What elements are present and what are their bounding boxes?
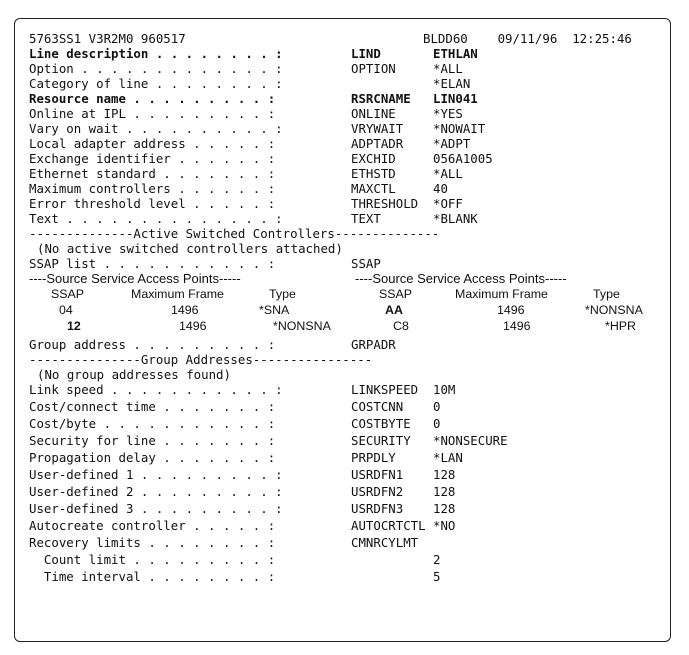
param-value: 056A1005 <box>433 151 493 166</box>
param-label: Category of line . . . . . . . . : <box>29 76 283 91</box>
param-keyword: ONLINE <box>351 106 396 121</box>
param-label: Option . . . . . . . . . . . . . : <box>29 61 283 76</box>
param-label: User-defined 1 . . . . . . . . . : <box>29 467 283 482</box>
ssap-left-title: ----Source Service Access Points----- <box>29 271 241 286</box>
param-label: Resource name . . . . . . . . . : <box>29 91 276 106</box>
ssap-cell: 1496 <box>171 303 199 317</box>
ssap-cell: *SNA <box>259 303 290 317</box>
param-keyword: CMNRCYLMT <box>351 535 419 550</box>
param-keyword: LINKSPEED <box>351 382 419 397</box>
section-divider: --------------Active Switched Controllers-------------- <box>29 226 440 241</box>
param-keyword: GRPADR <box>351 337 396 352</box>
param-keyword: ADPTADR <box>351 136 404 151</box>
ssap-cell: 1496 <box>503 319 531 333</box>
param-value: *NOWAIT <box>433 121 486 136</box>
param-value: 128 <box>433 484 456 499</box>
ssap-col-header: Maximum Frame <box>131 287 224 301</box>
param-label: Count limit . . . . . . . . . : <box>29 552 276 567</box>
report-header-left: 5763SS1 V3R2M0 960517 <box>29 31 186 46</box>
param-value: *LAN <box>433 450 463 465</box>
param-label: Vary on wait . . . . . . . . . . : <box>29 121 283 136</box>
param-label: Cost/byte . . . . . . . . . . . : <box>29 416 276 431</box>
ssap-col-header: SSAP <box>51 287 85 301</box>
param-label: Line description . . . . . . . . : <box>29 46 283 61</box>
param-value: *NONSECURE <box>433 433 508 448</box>
param-value: 128 <box>433 467 456 482</box>
param-keyword: USRDFN3 <box>351 501 404 516</box>
param-keyword: USRDFN2 <box>351 484 404 499</box>
ssap-cell: *NONSNA <box>273 319 331 333</box>
param-keyword: OPTION <box>351 61 396 76</box>
ssap-cell: 12 <box>67 319 81 333</box>
ssap-col-header: Maximum Frame <box>455 287 548 301</box>
ssap-cell: C8 <box>393 319 409 333</box>
param-value: ETHLAN <box>433 46 478 61</box>
param-value: *OFF <box>433 196 463 211</box>
ssap-cell: *NONSNA <box>585 303 643 317</box>
param-label: User-defined 2 . . . . . . . . . : <box>29 484 283 499</box>
ssap-col-header: Type <box>593 287 620 301</box>
param-label: User-defined 3 . . . . . . . . . : <box>29 501 283 516</box>
param-label: Autocreate controller . . . . . : <box>29 518 276 533</box>
ssap-col-header: Type <box>269 287 296 301</box>
ssap-cell: *HPR <box>605 319 636 333</box>
section-message: (No active switched controllers attached) <box>37 241 343 256</box>
param-value: LIN041 <box>433 91 478 106</box>
param-keyword: COSTBYTE <box>351 416 411 431</box>
report-frame <box>14 18 671 642</box>
param-value: *ALL <box>433 61 463 76</box>
param-value: 10M <box>433 382 456 397</box>
param-keyword: MAXCTL <box>351 181 396 196</box>
param-value: *NO <box>433 518 456 533</box>
param-keyword: ETHSTD <box>351 166 396 181</box>
param-keyword: SECURITY <box>351 433 411 448</box>
param-value: *YES <box>433 106 463 121</box>
param-keyword: COSTCNN <box>351 399 404 414</box>
param-label: Time interval . . . . . . . . : <box>29 569 276 584</box>
param-keyword: USRDFN1 <box>351 467 404 482</box>
ssap-cell: 1496 <box>179 319 207 333</box>
section-divider: ---------------Group Addresses---------------- <box>29 352 373 367</box>
param-label: Maximum controllers . . . . . . : <box>29 181 276 196</box>
param-value: *ALL <box>433 166 463 181</box>
param-value: 2 <box>433 552 441 567</box>
param-keyword: EXCHID <box>351 151 396 166</box>
ssap-cell: 1496 <box>497 303 525 317</box>
ssap-cell: 04 <box>59 303 73 317</box>
param-label: Propagation delay . . . . . . . : <box>29 450 276 465</box>
param-keyword: LIND <box>351 46 381 61</box>
param-label: Group address . . . . . . . . . : <box>29 337 276 352</box>
param-label: Online at IPL . . . . . . . . . : <box>29 106 276 121</box>
param-keyword: AUTOCRTCTL <box>351 518 426 533</box>
ssap-col-header: SSAP <box>379 287 413 301</box>
param-keyword: THRESHOLD <box>351 196 419 211</box>
param-value: *ADPT <box>433 136 471 151</box>
param-value: 40 <box>433 181 448 196</box>
param-keyword: VRYWAIT <box>351 121 404 136</box>
section-message: (No group addresses found) <box>37 367 231 382</box>
param-label: Link speed . . . . . . . . . . . : <box>29 382 283 397</box>
param-label: Security for line . . . . . . . : <box>29 433 276 448</box>
param-label: Ethernet standard . . . . . . . : <box>29 166 276 181</box>
param-label: Cost/connect time . . . . . . . : <box>29 399 276 414</box>
param-label: Exchange identifier . . . . . . : <box>29 151 276 166</box>
ssap-cell: AA <box>385 303 403 317</box>
param-label: SSAP list . . . . . . . . . . . : <box>29 256 276 271</box>
param-value: 0 <box>433 399 441 414</box>
param-value: *ELAN <box>433 76 471 91</box>
param-label: Recovery limits . . . . . . . . : <box>29 535 276 550</box>
param-value: 128 <box>433 501 456 516</box>
param-value: 5 <box>433 569 441 584</box>
param-value: 0 <box>433 416 441 431</box>
param-value: *BLANK <box>433 211 478 226</box>
param-keyword: SSAP <box>351 256 381 271</box>
param-label: Error threshold level . . . . . : <box>29 196 276 211</box>
report-header-right: BLDD60 09/11/96 12:25:46 <box>423 31 632 46</box>
param-keyword: PRPDLY <box>351 450 396 465</box>
param-label: Local adapter address . . . . . : <box>29 136 276 151</box>
param-keyword: TEXT <box>351 211 381 226</box>
ssap-right-title: ----Source Service Access Points----- <box>355 271 567 286</box>
param-keyword: RSRCNAME <box>351 91 411 106</box>
param-label: Text . . . . . . . . . . . . . . : <box>29 211 283 226</box>
